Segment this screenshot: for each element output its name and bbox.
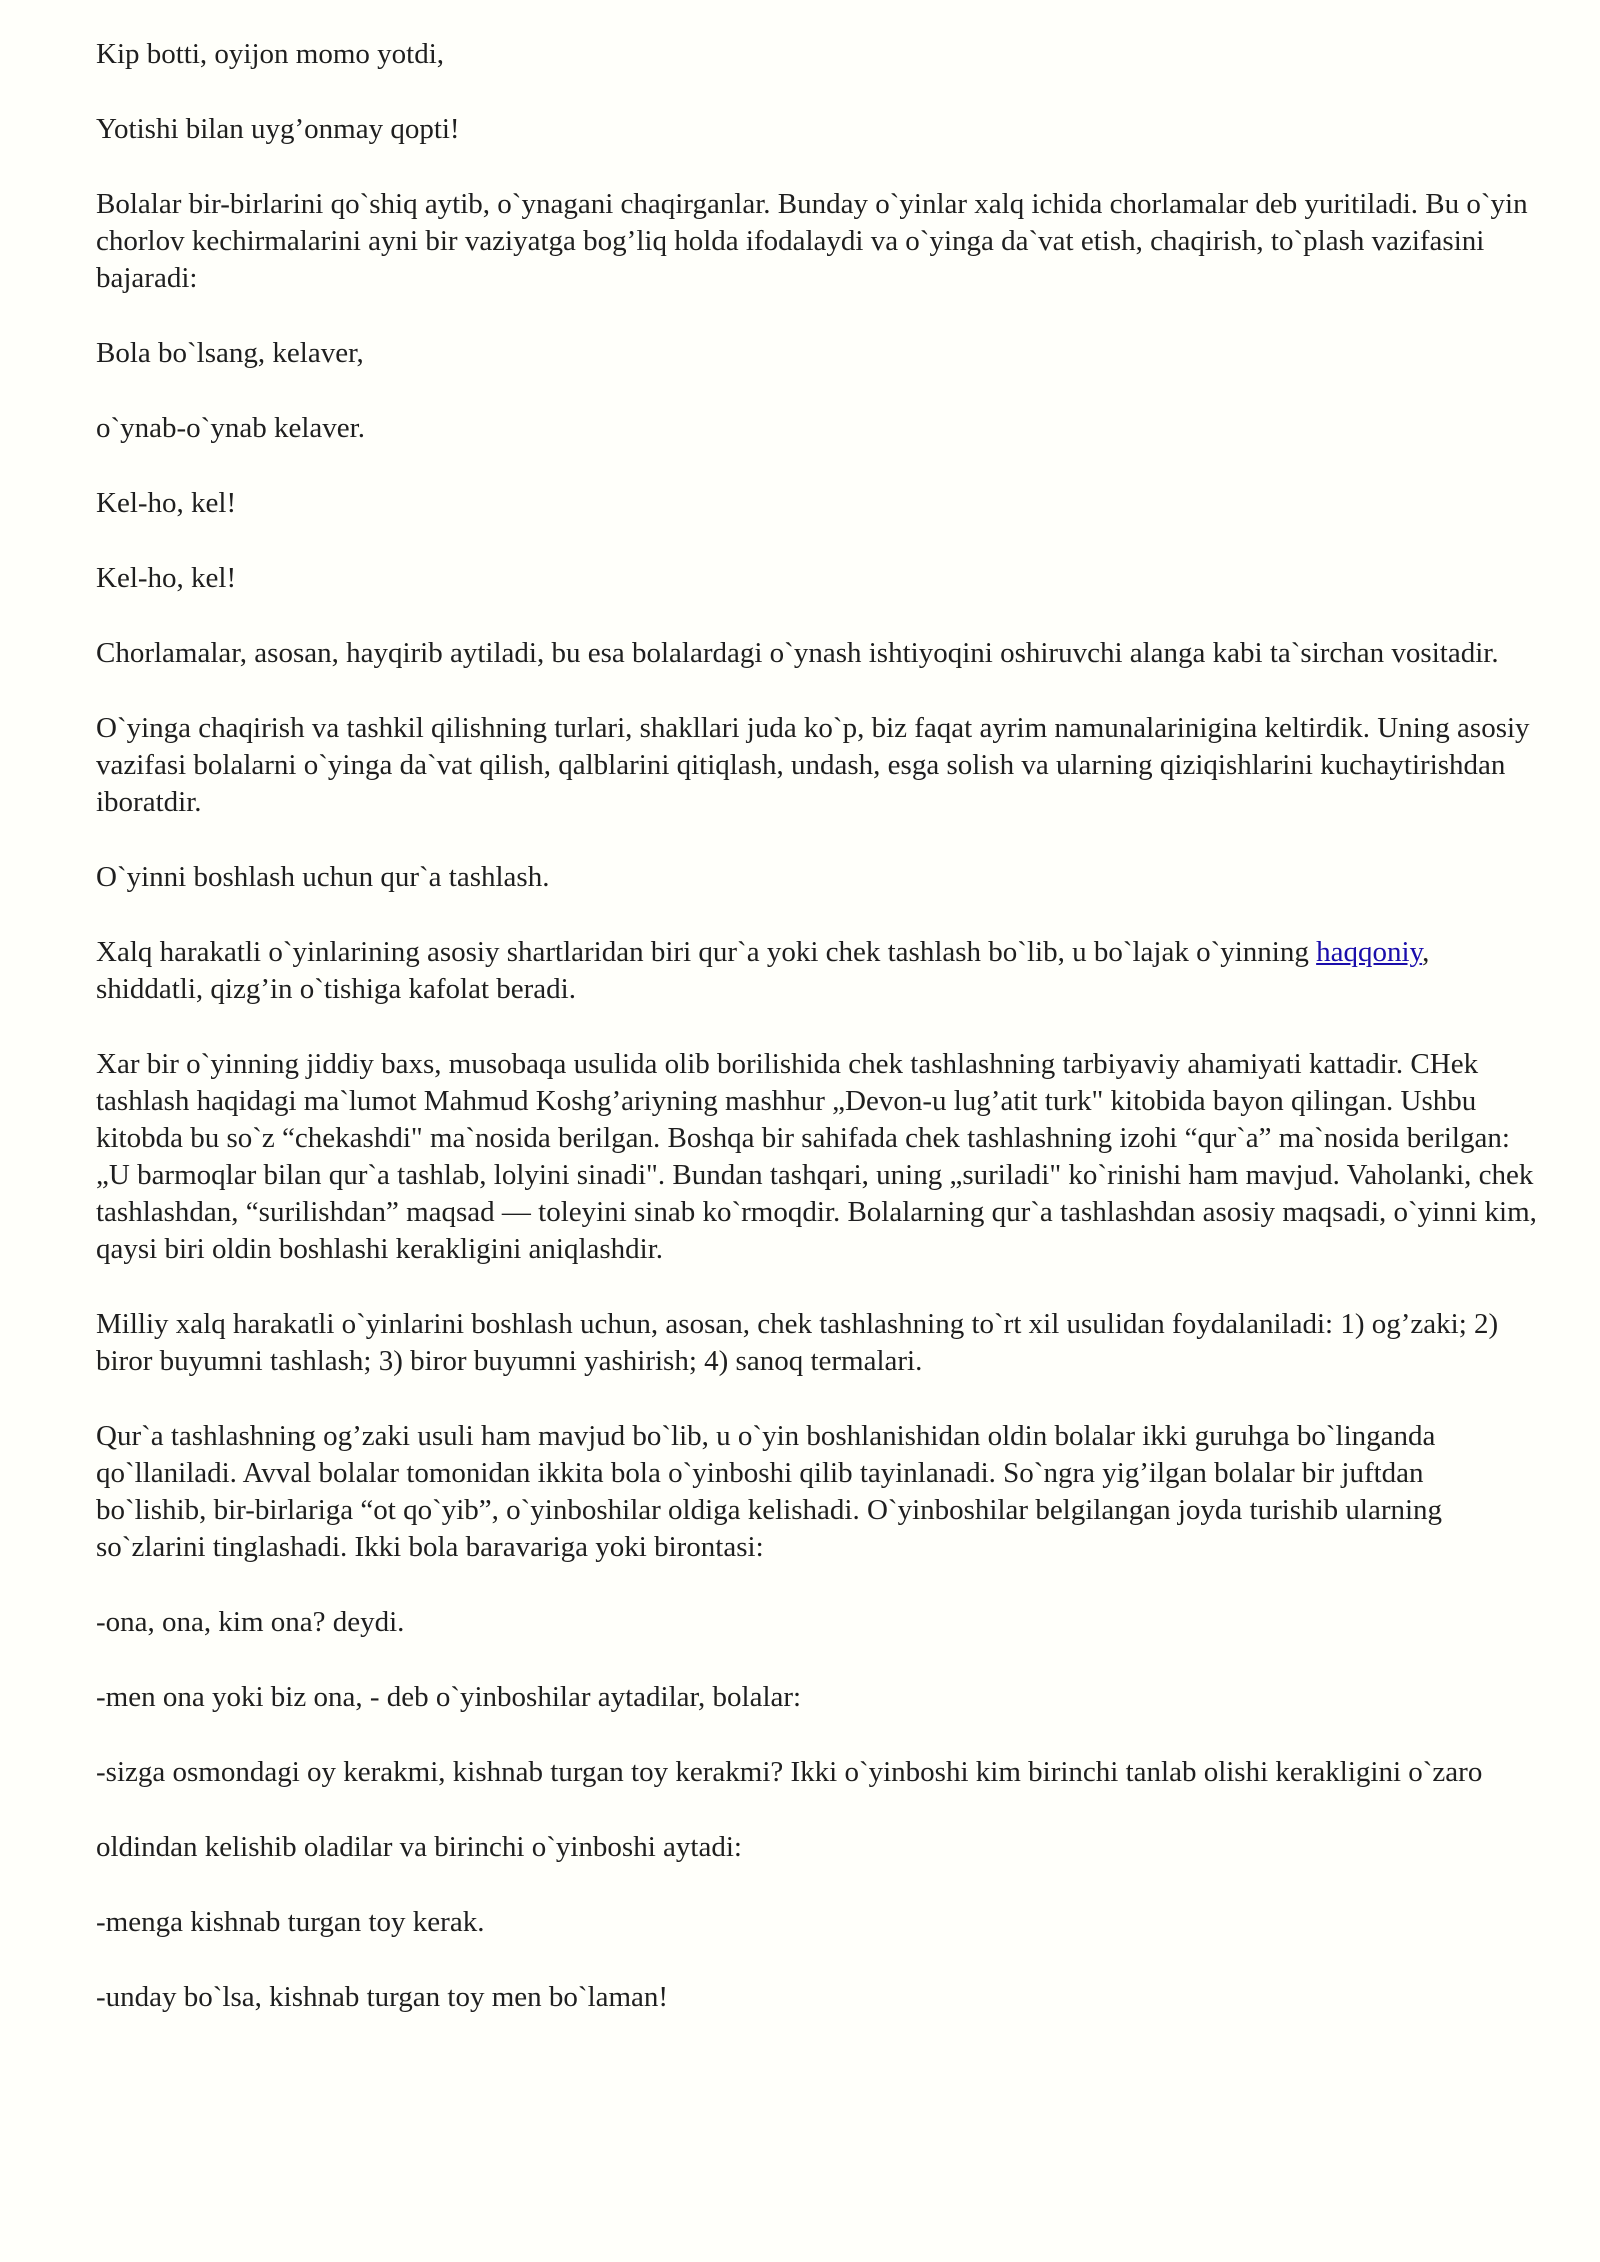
body-paragraph: oldindan kelishib oladilar va birinchi o`yinboshi aytadi: [96, 1831, 742, 1863]
verse-line: Yotishi bilan uyg’onmay qopti! [96, 113, 460, 145]
dialogue-line: -ona, ona, kim ona? deydi. [96, 1606, 405, 1638]
section-heading: O`yinni boshlash uchun qur`a tashlash. [96, 861, 550, 893]
verse-line: Kel-ho, kel! [96, 487, 237, 519]
verse-line: Bola bo`lsang, kelaver, [96, 337, 364, 369]
body-paragraph: Xar bir o`yinning jiddiy baxs, musobaqa usulida olib borilishida chek tashlashning tarbiyaviy ahamiyati kattadir. CHek tashlash haqidagi ma`lumot Mahmud Koshg’ariyning mashhur „Devon-u lug’atit turk" kitobida bayon qilingan. Ushbu kitobda bu so`z “chekashdi" ma`nosida berilgan. Boshqa bir sahifada chek tashlashning izohi “qur`a” ma`nosida berilgan: „U barmoqlar bilan qur`a tashlab, lolyini sinadi". Bundan tashqari, uning „suriladi" ko`rinishi ham mavjud. Vaholanki, chek tashlashdan, “surilishdan” maqsad — toleyini sinab ko`rmoqdir. Bolalarning qur`a tashlashdan asosiy maqsadi, o`yinni kim, qaysi biri oldin boshlashi kerakligini aniqlashdir. [96, 1048, 1537, 1265]
haqqoniy-link[interactable]: haqqoniy [1316, 936, 1423, 968]
body-paragraph: O`yinga chaqirish va tashkil qilishning turlari, shakllari juda ko`p, biz faqat ayrim namunalarinigina keltirdik. Uning asosiy vazifasi bolalarni o`yinga da`vat qilish, qalblarini qitiqlash, undash, esga solish va ularning qiziqishlarini kuchaytirishdan iboratdir. [96, 712, 1530, 818]
verse-line: Kip botti, oyijon momo yotdi, [96, 38, 445, 70]
dialogue-line: -unday bo`lsa, kishnab turgan toy men bo`laman! [96, 1981, 669, 2013]
body-paragraph: Bolalar bir-birlarini qo`shiq aytib, o`ynagani chaqirganlar. Bunday o`yinlar xalq ichida chorlamalar deb yuritiladi. Bu o`yin chorlov kechirmalarini ayni bir vaziyatga bog’liq holda ifodalaydi va o`yinga da`vat etish, chaqirish, to`plash vazifasini bajaradi: [96, 188, 1528, 294]
verse-line: o`ynab-o`ynab kelaver. [96, 412, 365, 444]
dialogue-line: -men ona yoki biz ona, - deb o`yinboshilar aytadilar, bolalar: [96, 1681, 802, 1713]
body-paragraph: Milliy xalq harakatli o`yinlarini boshlash uchun, asosan, chek tashlashning to`rt xil usulidan foydalaniladi: 1) og’zaki; 2) biror buyumni tashlash; 3) biror buyumni yashirish; 4) sanoq termalari. [96, 1308, 1499, 1377]
body-paragraph: Qur`a tashlashning og’zaki usuli ham mavjud bo`lib, u o`yin boshlanishidan oldin bolalar ikki guruhga bo`linganda qo`llaniladi. Avval bolalar tomonidan ikkita bola o`yinboshi qilib tayinlanadi. So`ngra yig’ilgan bolalar bir juftdan bo`lishib, bir-birlariga “ot qo`yib”, o`yinboshilar oldiga kelishadi. O`yinboshilar belgilangan joyda turishib ularning so`zlarini tinglashadi. Ikki bola baravariga yoki birontasi: [96, 1420, 1443, 1563]
dialogue-line: -sizga osmondagi oy kerakmi, kishnab turgan toy kerakmi? Ikki o`yinboshi kim birinchi tanlab olishi kerakligini o`zaro [96, 1756, 1483, 1788]
body-paragraph-with-link [96, 934, 1540, 1008]
verse-line: Kel-ho, kel! [96, 562, 237, 594]
paragraph-text-before-link: Xalq harakatli o`yinlarining asosiy shartlaridan biri qur`a yoki chek tashlash bo`lib, u bo`lajak o`yinning [96, 936, 1317, 968]
paragraph-text-after-link: , shiddatli, qizg’in o`tishiga kafolat beradi. [96, 936, 1430, 1005]
body-paragraph: Chorlamalar, asosan, hayqirib aytiladi, bu esa bolalardagi o`ynash ishtiyoqini oshiruvchi alanga kabi ta`sirchan vositadir. [96, 637, 1499, 669]
dialogue-line: -menga kishnab turgan toy kerak. [96, 1906, 485, 1938]
